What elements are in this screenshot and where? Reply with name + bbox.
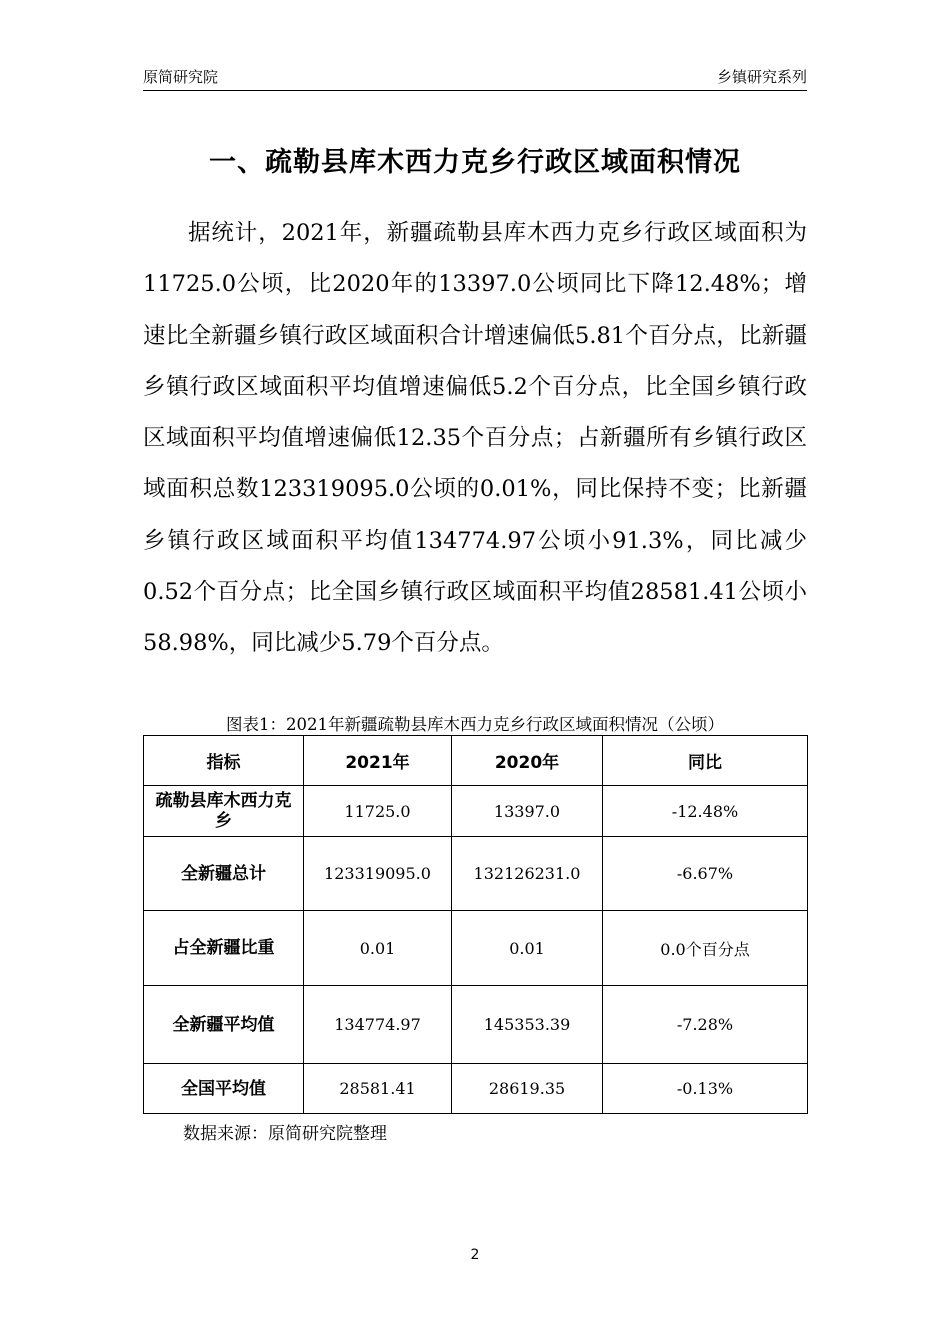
- table-cell: -7.28%: [603, 986, 808, 1064]
- header-cell: 同比: [603, 736, 808, 786]
- header-publisher: 原简研究院: [143, 68, 219, 86]
- data-source-note: 数据来源：原简研究院整理: [183, 1124, 387, 1144]
- header-cell: 2020年: [452, 736, 603, 786]
- table-cell: 28581.41: [304, 1064, 452, 1114]
- table-cell: 0.01: [452, 911, 603, 986]
- table-cell: -12.48%: [603, 786, 808, 837]
- header-series: 乡镇研究系列: [716, 68, 807, 86]
- body-paragraph: 据统计，2021年，新疆疏勒县库木西力克乡行政区域面积为11725.0公顷，比2020年的13397.0公顷同比下降12.48%；增速比全新疆乡镇行政区域面积合计增速偏低5.81个百分点，比新疆乡镇行政区域面积平均值增速偏低5.2个百分点，比全国乡镇行政区域面积平均值增速偏低12.35个百分点；占新疆所有乡镇行政区域面积总数123319095.0公顷的0.01%，同比保持不变；比新疆乡镇行政区域面积平均值134774.97公顷小91.3%，同比减少0.52个百分点；比全国乡镇行政区域面积平均值28581.41公顷小58.98%，同比减少5.79个百分点。: [143, 220, 807, 657]
- table-row: [144, 837, 808, 911]
- row-label: 占全新疆比重: [144, 911, 304, 986]
- table-cell: -0.13%: [603, 1064, 808, 1114]
- row-label: 全新疆平均值: [144, 986, 304, 1064]
- table-row: [144, 1064, 808, 1114]
- data-table: [143, 735, 808, 1114]
- table-cell: -6.67%: [603, 837, 808, 911]
- table-cell: 134774.97: [304, 986, 452, 1064]
- table-row: [144, 986, 808, 1064]
- page-number: 2: [470, 1247, 480, 1263]
- table-cell: 123319095.0: [304, 837, 452, 911]
- table-cell: 13397.0: [452, 786, 603, 837]
- table-row: [144, 911, 808, 986]
- table-cell: 28619.35: [452, 1064, 603, 1114]
- header-cell: 指标: [144, 736, 304, 786]
- table-cell: 145353.39: [452, 986, 603, 1064]
- row-label: 疏勒县库木西力克乡: [144, 786, 304, 837]
- table-cell: 132126231.0: [452, 837, 603, 911]
- table-caption: 图表1：2021年新疆疏勒县库木西力克乡行政区域面积情况（公顷）: [226, 715, 724, 734]
- table-row: [144, 786, 808, 837]
- row-label: 全国平均值: [144, 1064, 304, 1114]
- section-title: 一、疏勒县库木西力克乡行政区域面积情况: [209, 147, 741, 178]
- row-label: 全新疆总计: [144, 837, 304, 911]
- table-cell: 0.01: [304, 911, 452, 986]
- table-cell: 11725.0: [304, 786, 452, 837]
- header-cell: 2021年: [304, 736, 452, 786]
- table-cell: 0.0个百分点: [603, 911, 808, 986]
- table-header-row: [144, 736, 808, 786]
- page-header: [143, 64, 807, 91]
